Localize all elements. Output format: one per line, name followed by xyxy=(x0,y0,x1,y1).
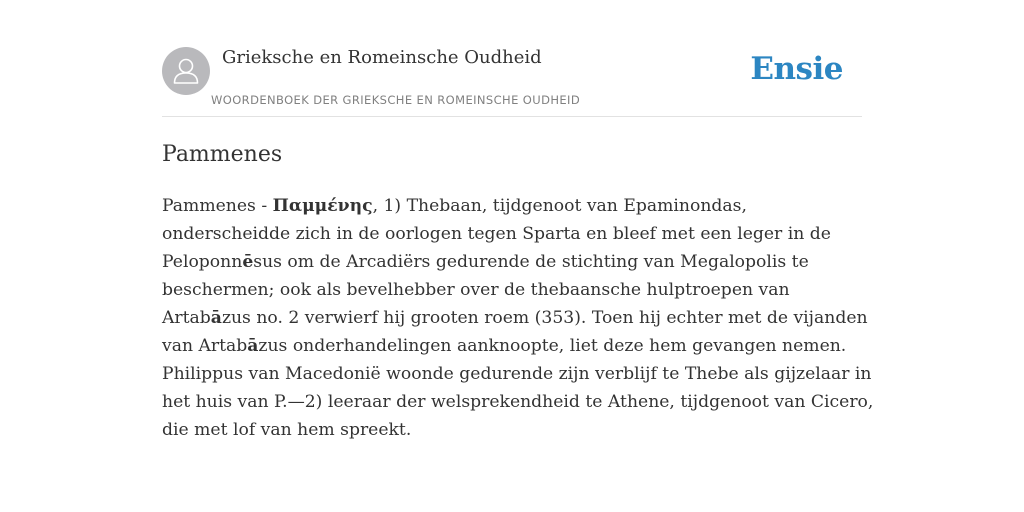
definition-line xyxy=(162,332,872,360)
source-title[interactable]: Grieksche en Romeinsche Oudheid xyxy=(222,47,542,68)
macron-letter: ē xyxy=(242,252,254,272)
definition-line xyxy=(162,192,872,220)
definition-line xyxy=(162,220,872,248)
text-segment: Artab xyxy=(162,308,211,328)
definition-line xyxy=(162,388,872,416)
definition-line xyxy=(162,304,872,332)
definition-text xyxy=(162,192,872,444)
definition-line xyxy=(162,276,872,304)
source-header xyxy=(162,46,862,117)
text-segment: van Artab xyxy=(162,336,248,356)
text-segment: , 1) Thebaan, tijdgenoot van Epaminondas, xyxy=(372,196,747,216)
text-segment: zus no. 2 verwierf hij grooten roem (353). Toen hij echter met de vijanden xyxy=(221,308,868,328)
text-segment: Peloponn xyxy=(162,252,243,272)
text-segment: Philippus van Macedonië woonde gedurende zijn verblijf te Thebe als gijzelaar in xyxy=(162,364,872,384)
text-segment: beschermen; ook als bevelhebber over de thebaansche hulptroepen van xyxy=(162,280,790,300)
greek-term: Παμμένης xyxy=(272,196,373,216)
text-segment: het huis van P.—2) leeraar der welsprekendheid te Athene, tijdgenoot van Cicero, xyxy=(162,392,874,412)
definition-line xyxy=(162,360,872,388)
macron-letter: ā xyxy=(247,336,259,356)
ensie-logo[interactable]: Ensie xyxy=(750,51,843,87)
text-segment: Pammenes - xyxy=(162,196,273,216)
definition-line xyxy=(162,416,872,444)
text-segment: sus om de Arcadiërs gedurende de stichting van Megalopolis te xyxy=(253,252,809,272)
text-segment: die met lof van hem spreekt. xyxy=(162,420,412,440)
definition-line xyxy=(162,248,872,276)
source-subtitle: WOORDENBOEK DER GRIEKSCHE EN ROMEINSCHE OUDHEID xyxy=(211,93,581,107)
user-icon[interactable] xyxy=(162,47,210,95)
macron-letter: ā xyxy=(210,308,222,328)
text-segment: zus onderhandelingen aanknoopte, liet deze hem gevangen nemen. xyxy=(258,336,847,356)
term-title: Pammenes xyxy=(162,142,283,167)
text-segment: onderscheidde zich in de oorlogen tegen Sparta en bleef met een leger in de xyxy=(162,224,831,244)
